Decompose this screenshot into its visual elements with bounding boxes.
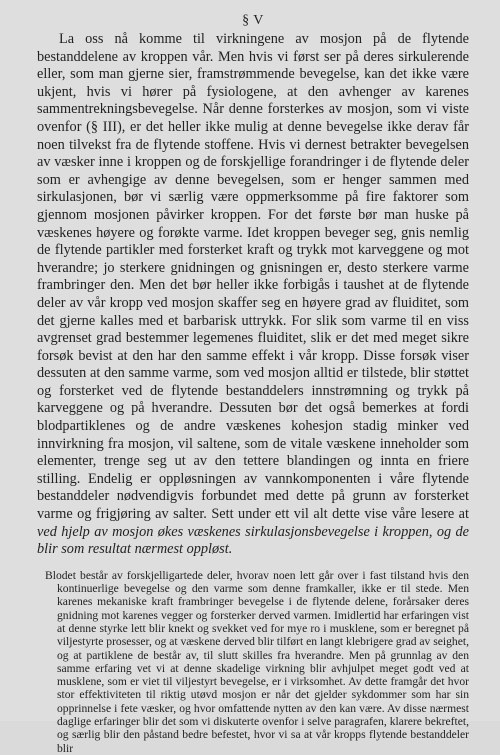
footnote: Blodet består av forskjelligartede deler, hvorav noen lett går over i fast tilstand hvis den kontinuerlige bevegelse og den varme som denne framkaller, ikke er til stede. Men karenes mekaniske kraft frambringer bevegelse i de flytende delene, forårsaker deres gnidning mot karenes vegger og forsterker derved varmen. Imidlertid har erfaringen vist at denne styrke lett blir knekt og svekket ved for mye ro i musklene, som er beregnet på viljestyrte prosesser, og at væskene derved blir tilført en langt klebrigere grad av seighet, og at partiklene de består av, til slutt skilles fra hverandre. Men på grunnlag av den samme erfaring vet vi at denne skadelige virkning blir avhjulpet meget godt ved at musklene, som er viet til viljestyrt bevegelse, er i virksomhet. Av dette framgår det hvor stor effektiviteten til riktig utøvd mosjon er når det gjelder sykdommer som har sin opprinnelse i fete væsker, og hvor omfattende nytten av den kan være. Av disse nærmest daglige erfaringer blir det som vi diskuterte ovenfor i selve paragrafen, klarere bekreftet, og særlig blir den påstand bedre befestet, hvor vi sa at vår kropps flytende bestanddeler blir — [45, 568, 469, 755]
section-heading: § V — [242, 13, 264, 28]
main-paragraph-emphasis: ved hjelp av mosjon økes væskenes sirkulasjonsbevegelse i kroppen, og de blir som resultat nærmest oppløst. — [37, 523, 469, 558]
main-paragraph-text: La oss nå komme til virkningene av mosjon på de flytende bestanddelene av kroppen vår. Men hvis vi først ser på deres sirkulerende eller, som man gjerne sier, framstrømmende bevegelse, kan det ikke være ukjent, hvis vi hører på fysiologene, at den avhenger av karenes sammentrekningsbevegelse. Når denne forsterkes av mosjon, som vi viste ovenfor (§ III), er det heller ikke mulig at denne bevegelse ikke derav får noen tilvekst fra de flytende stoffene. Hvis vi dernest betrakter bevegelsen av væsker inne i kroppen og de forskjellige forandringer i de flytende deler som er avhengige av denne bevegelsen, som er henger sammen med sirkulasjonen, bør vi særlig være oppmerksomme på fire faktorer som gjennom mosjonen påvirker kroppen. For det første bør man huske på væskenes høyere og forøkte varme. Idet kroppen beveger seg, gnis nemlig de flytende partikler med forsterket kraft og trykk mot karveggene og mot hverandre; jo sterkere gnidningen og gnisningen er, desto sterkere varme frambringer den. Men det bør heller ikke forbigås i taushet at de flytende deler av vår kropp ved mosjon skaffer seg en høyere grad av fluiditet, som det gjerne kalles med et barbarisk uttrykk. For slik som varme til en viss avgrenset grad bestemmer legemenes fluiditet, slik er det med meget sikre forsøk bevist at den har den samme effekt i vår kropp. Disse forsøk viser dessuten at den samme varme, som ved mosjon alltid er tilstede, blir støttet og forsterket ved de flytende bestanddelers innstrømning og trykk på karveggene og på hverandre. Dessuten bør det også bemerkes at fordi blodpartiklenes og de andre væskenes kohesjon stadig minker ved innvirkning fra mosjon, vil saltene, som de vitale væskene inneholder som elementer, trenge seg ut av den tettere blandingen og innta en friere stilling. Endelig er oppløsningen av vannkomponenten i våre flytende bestanddeler nødvendigvis forbundet med dette på grunn av forsterket varme og frigjøring av salter. Sett under ett vil alt dette vise våre lesere at — [37, 31, 469, 523]
main-paragraph — [37, 31, 469, 559]
